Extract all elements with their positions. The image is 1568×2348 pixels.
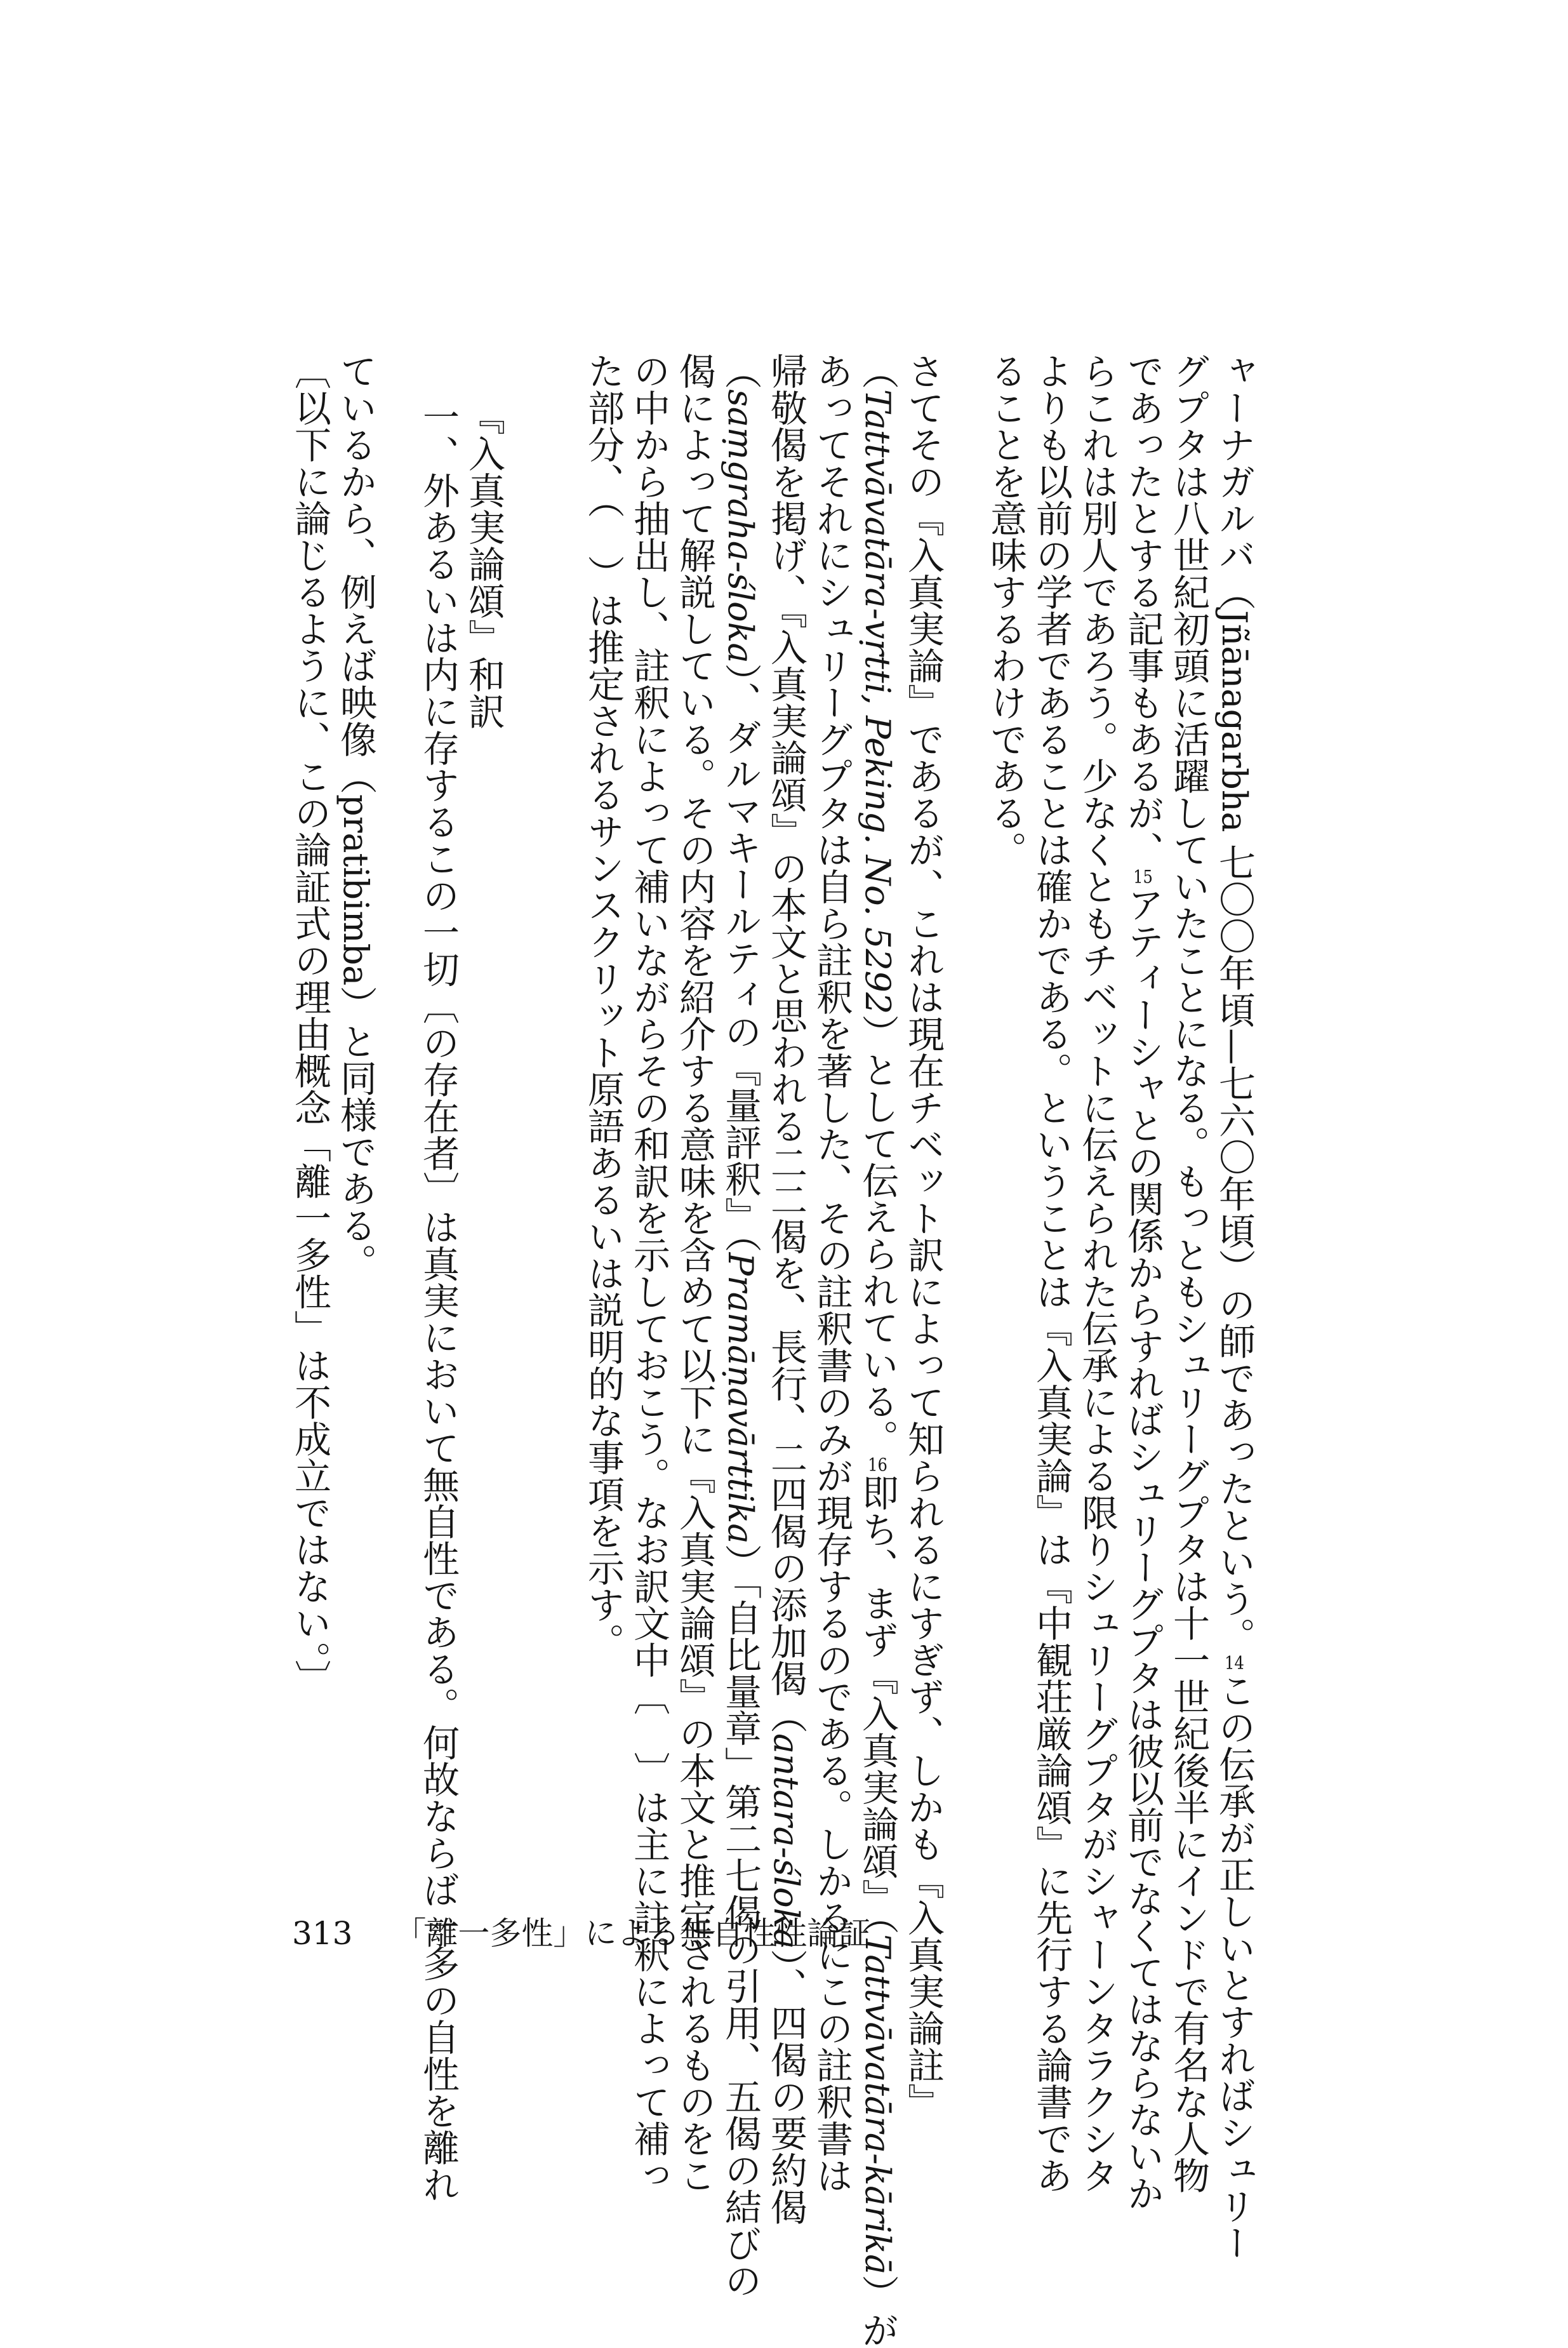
para1-line: ることを意味するわけである。 [984,352,1027,868]
running-title: 「離一多性」による無自性性論証 [394,1915,871,1952]
page-footer [292,1908,870,1954]
verse-line: 一、外あるいは内に存するこの一切〔の存在者〕は真実において無自性である。何故ならば一多の自性を離れ [416,398,460,2203]
para2-line: た部分、（ ）は推定されるサンスクリット原語あるいは説明的な事項を示す。 [581,352,625,1660]
para2-line: （saṃgraha-śloka）、ダルマキールティの『量評釈』（Pramāṇavārttika）「自比量章」第二七偈の引用、五偈の結びの [719,352,762,2299]
note-ref-14[interactable]: 14 [1225,1654,1244,1672]
section-heading: 『入真実論頌』和訳 [462,398,505,730]
para2-line: 帰敬偈を掲げ、『入真実論頌』の本文と思われる二二偈を、長行、二四偈の添加偈（antara-śloka）、四偈の要約偈 [764,352,807,2225]
para2-line: あってそれにシュリーグプタは自ら註釈を著した、その註釈書のみが現存するのである。しかるにこの註釈書は [810,352,853,2194]
body-text [190,352,1257,2348]
note-ref-15[interactable]: 15 [1133,868,1153,886]
para2-line: （Tattvāvatāra-vṛtti, Peking. No. 5292）として伝えられている。16即ち、まず『入真実論頌』（Tattvāvatāra-kārikā）が [856,352,899,2348]
para2-line: 偈によって解説している。その内容を紹介する意味を含めて以下に『入真実論頌』の本文と推定されるものをこ [673,352,716,2194]
para1-line: ャーナガルバ（Jñānagarbha 七〇〇年頃—七六〇年頃）の師であったという。14この伝承が正しいとすればシュリー [1213,352,1256,2262]
verse-line: 〔以下に論じるように、この論証式の理由概念「離一多性」は不成立ではない。〕 [288,352,331,1697]
page-number: 313 [292,1915,353,1952]
note-ref-16[interactable]: 16 [868,1456,887,1474]
para1-line: であったとする記事もあるが、15アティーシャとの関係からすればシュリーグプタは彼以前でなくてはならないか [1121,352,1164,2211]
verse-line: ているから、例えば映像（pratibimba）と同様である。 [334,352,377,1281]
para2-line: さてその『入真実論』であるが、これは現在チベット訳によって知られるにすぎず、しかも『入真実論註』 [901,352,945,2120]
para2-line: の中から抽出し、註釈によって補いながらその和訳を示しておこう。なお訳文中〔 〕は主に註釈によって補っ [627,352,670,2194]
para1-line: グプタは八世紀初頭に活躍していたことになる。もっともシュリーグプタは十一世紀後半にインドで有名な人物 [1167,352,1210,2194]
para1-line: よりも以前の学者であることは確かである。ということは『入真実論』は『中観荘厳論頌』に先行する論書であ [1030,352,1073,2194]
para1-line: らこれは別人であろう。少なくともチベットに伝えられた伝承による限りシュリーグプタがシャーンタラクシタ [1075,352,1119,2194]
